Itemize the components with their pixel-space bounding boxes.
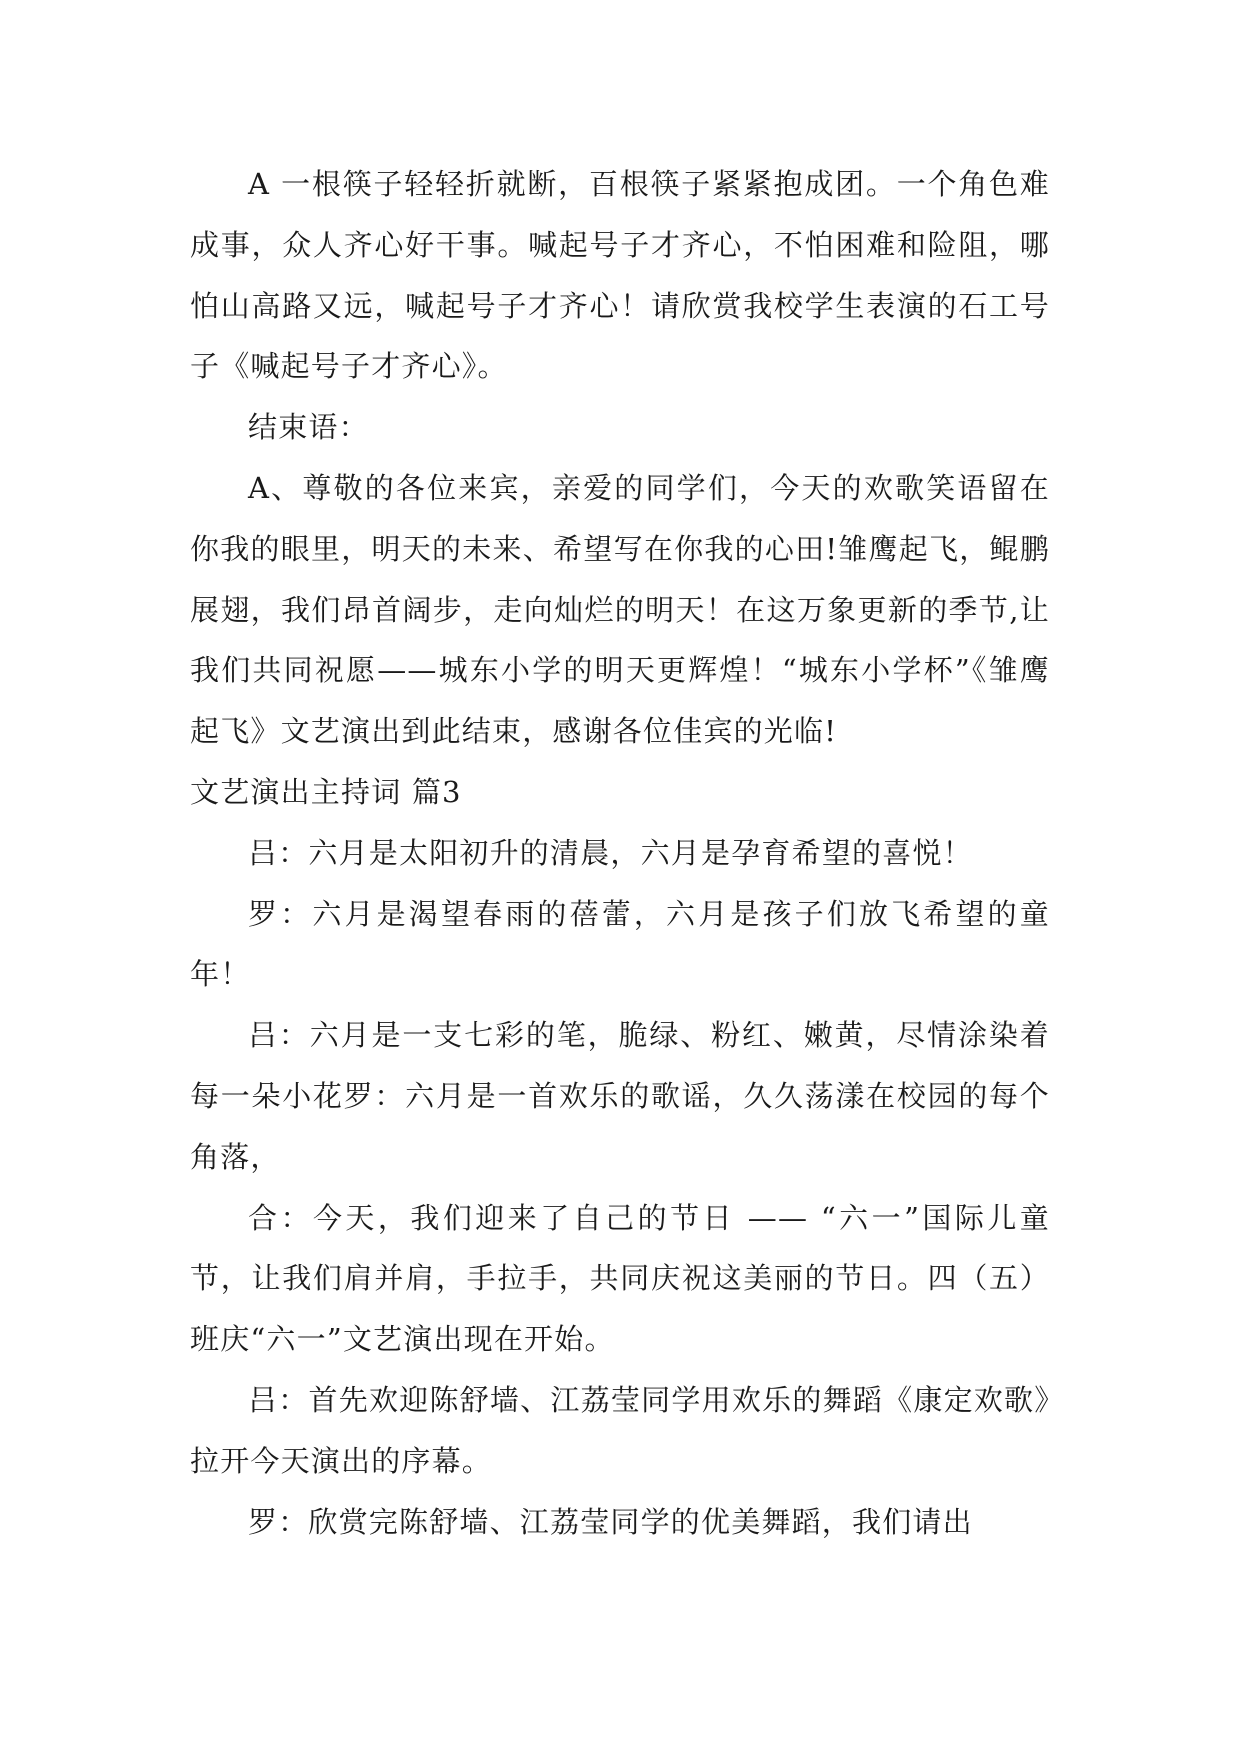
paragraph-closing-speech: A、尊敬的各位来宾，亲爱的同学们，今天的欢歌笑语留在你我的眼里，明天的未来、希望写在你我的心田!雏鹰起飞，鲲鹏展翅，我们昂首阔步，走向灿烂的明天！在这万象更新的季节,让我们共同祝愿——城东小学的明天更辉煌！“城东小学杯”《雏鹰起飞》文艺演出到此结束，感谢各位佳宾的光临! bbox=[190, 470, 1050, 749]
dialogue-line: 吕：首先欢迎陈舒墙、江荔莹同学用欢乐的舞蹈《康定欢歌》拉开今天演出的序幕。 bbox=[190, 1382, 1050, 1478]
section-heading: 文艺演出主持词 篇3 bbox=[190, 774, 462, 809]
dialogue-line: 吕：六月是太阳初升的清晨，六月是孕育希望的喜悦！ bbox=[248, 835, 973, 870]
dialogue-line: 合：今天，我们迎来了自己的节日 —— “六一”国际儿童节，让我们肩并肩，手拉手，共同庆祝这美丽的节日。四（五）班庆“六一”文艺演出现在开始。 bbox=[190, 1200, 1050, 1357]
document-body bbox=[190, 154, 1050, 1552]
dialogue-line: 罗：六月是渴望春雨的蓓蕾，六月是孩子们放飞希望的童年！ bbox=[190, 896, 1050, 992]
paragraph-closing-label: 结束语： bbox=[248, 410, 369, 445]
paragraph-chorus-intro: A 一根筷子轻轻折就断，百根筷子紧紧抱成团。一个角色难成事，众人齐心好干事。喊起号子才齐心，不怕困难和险阻，哪怕山高路又远，喊起号子才齐心！请欣赏我校学生表演的石工号子《喊起号子才齐心》。 bbox=[190, 167, 1050, 384]
dialogue-line: 罗：欣赏完陈舒墙、江荔莹同学的优美舞蹈，我们请出 bbox=[248, 1504, 973, 1539]
dialogue-line: 吕：六月是一支七彩的笔，脆绿、粉红、嫩黄，尽情涂染着每一朵小花罗：六月是一首欢乐的歌谣，久久荡漾在校园的每个角落， bbox=[190, 1018, 1050, 1174]
